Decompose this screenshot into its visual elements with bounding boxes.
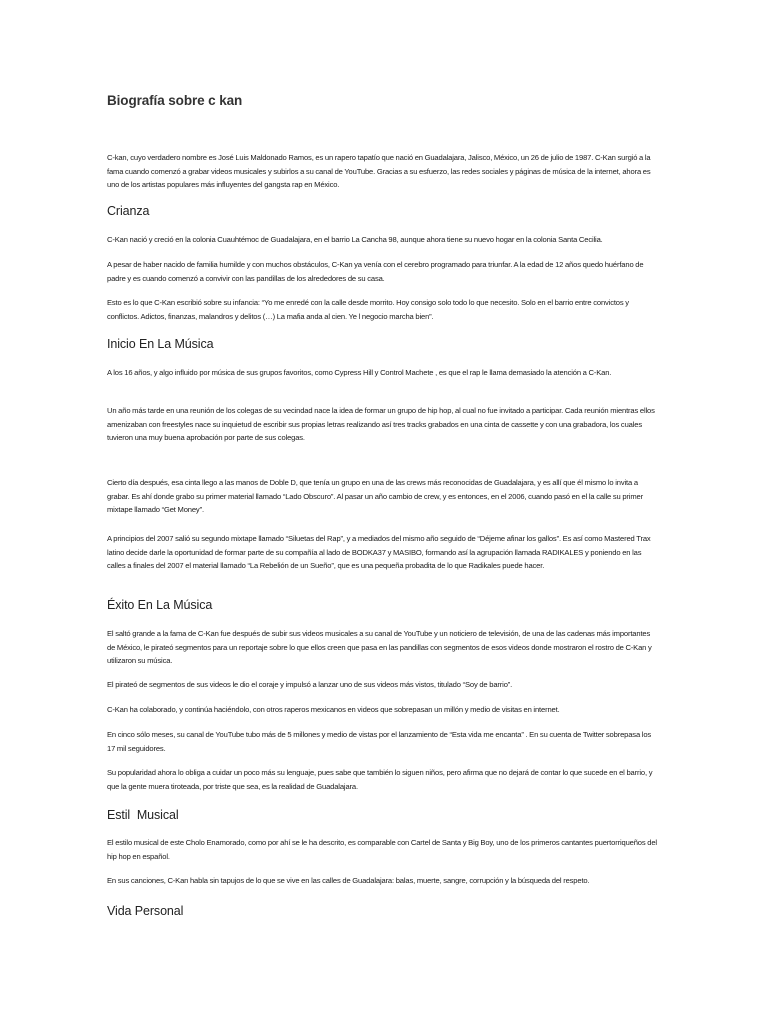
crianza-paragraph-2: A pesar de haber nacido de familia humilde y con muchos obstáculos, C-Kan ya venía con el cerebro programado para triunfar. A la edad de 12 años quedo huérfano de padre y es cuando comenzó a convivir con las pandillas de los alrededores de su casa.	[107, 260, 644, 283]
intro-paragraph: C-kan, cuyo verdadero nombre es José Luis Maldonado Ramos, es un rapero tapatío que nació en Guadalajara, Jalisco, México, un 26 de julio de 1987. C-Kan surgió a la fama cuando comenzó a grabar videos musicales y subirlos a su canal de YouTube. Gracias a su esfuerzo, las redes sociales y páginas de música de la internet, ahora es uno de los artistas populares más influyentes del gangsta rap en México.	[107, 153, 651, 189]
section-heading-exito: Éxito En La Música	[107, 598, 213, 612]
inicio-paragraph-4: A principios del 2007 salió su segundo mixtape llamado “Siluetas del Rap”, y a mediados del mismo año seguido de “Déjeme afinar los gallos”. Es así como Mastered Trax latino decide darle la oportunidad de formar parte de su compañía al lado de BODKA37 y MASIBO, formando así la agrupación llamada RADIKALES y poniendo en las calles a finales del 2007 el material llamado “La Rebelión de un Sueño”, que es una pequeña probadita de lo que Radikales puede hacer.	[107, 534, 651, 570]
exito-paragraph-2: El pirateó de segmentos de sus videos le dio el coraje y impulsó a lanzar uno de sus videos más vistos, titulado “Soy de barrio”.	[107, 680, 513, 689]
document-title: Biografía sobre c kan	[107, 93, 243, 108]
estilo-paragraph-1: El estilo musical de este Cholo Enamorado, como por ahí se le ha descrito, es comparable con Cartel de Santa y Big Boy, uno de los primeros cantantes puertorriqueños del hip hop en español.	[107, 838, 657, 861]
section-heading-inicio: Inicio En La Música	[107, 337, 214, 351]
section-heading-crianza: Crianza	[107, 204, 150, 218]
crianza-paragraph-3: Esto es lo que C-Kan escribió sobre su infancia: “Yo me enredé con la calle desde morrito. Hoy consigo solo todo lo que necesito. Solo en el barrio entre convictos y conflictos. Adictos, finanzas, malandros y delitos (…) La mafia anda al cien. Ye l negocio marcha bien”.	[107, 298, 629, 321]
section-heading-vida-personal: Vida Personal	[107, 904, 184, 918]
inicio-paragraph-2: Un año más tarde en una reunión de los colegas de su vecindad nace la idea de formar un grupo de hip hop, al cual no fue invitado a participar. Cada reunión mientras ellos amenizaban con freestyles nace su inquietud de escribir sus propias letras realizando así tres tracks grabados en una cinta de cassette y con una grabadora, los cuales tuvieron una muy buena aprobación por parte de sus colegas.	[107, 406, 655, 442]
inicio-paragraph-1: A los 16 años, y algo influido por música de sus grupos favoritos, como Cypress Hill y Control Machete , es que el rap le llama demasiado la atención a C-Kan.	[107, 368, 612, 377]
crianza-paragraph-1: C-Kan nació y creció en la colonia Cuauhtémoc de Guadalajara, en el barrio La Cancha 98, aunque ahora tiene su nuevo hogar en la colonia Santa Cecilia.	[107, 235, 603, 244]
section-heading-estilo: Estil Musical	[107, 808, 179, 822]
exito-paragraph-3: C-Kan ha colaborado, y continúa haciéndolo, con otros raperos mexicanos en videos que sobrepasan un millón y medio de visitas en internet.	[107, 705, 560, 714]
exito-paragraph-1: El saltó grande a la fama de C-Kan fue después de subir sus videos musicales a su canal de YouTube y un noticiero de televisión, de una de las cadenas más importantes de México, le pirateó segmentos para un reportaje sobre lo que ellos creen que pasa en las pandillas con segmentos de esos videos donde mostraron el rostro de C-Kan y utilizaron su música.	[107, 629, 652, 665]
exito-paragraph-4: En cinco sólo meses, su canal de YouTube tubo más de 5 millones y medio de vistas por el lanzamiento de “Esta vida me encanta” . En su cuenta de Twitter sobrepasa los 17 mil seguidores.	[107, 730, 652, 753]
exito-paragraph-5: Su popularidad ahora lo obliga a cuidar un poco más su lenguaje, pues sabe que también lo siguen niños, pero afirma que no dejará de contar lo que sucede en el barrio, y que la gente muera tiroteada, por triste que sea, es la realidad de Guadalajara.	[107, 768, 653, 791]
inicio-paragraph-3: Cierto día después, esa cinta llego a las manos de Doble D, que tenía un grupo en una de las crews más reconocidas de Guadalajara, y es allí que él mismo lo invita a grabar. Es ahí donde grabo su primer material llamado “Lado Obscuro”. Al pasar un año cambio de crew, y es entonces, en el 2006, cuando pasó en el la calle su primer mixtape llamado “Get Money”.	[107, 478, 643, 514]
estilo-paragraph-2: En sus canciones, C-Kan habla sin tapujos de lo que se vive en las calles de Guadalajara: balas, muerte, sangre, corrupción y la búsqueda del respeto.	[107, 876, 590, 885]
